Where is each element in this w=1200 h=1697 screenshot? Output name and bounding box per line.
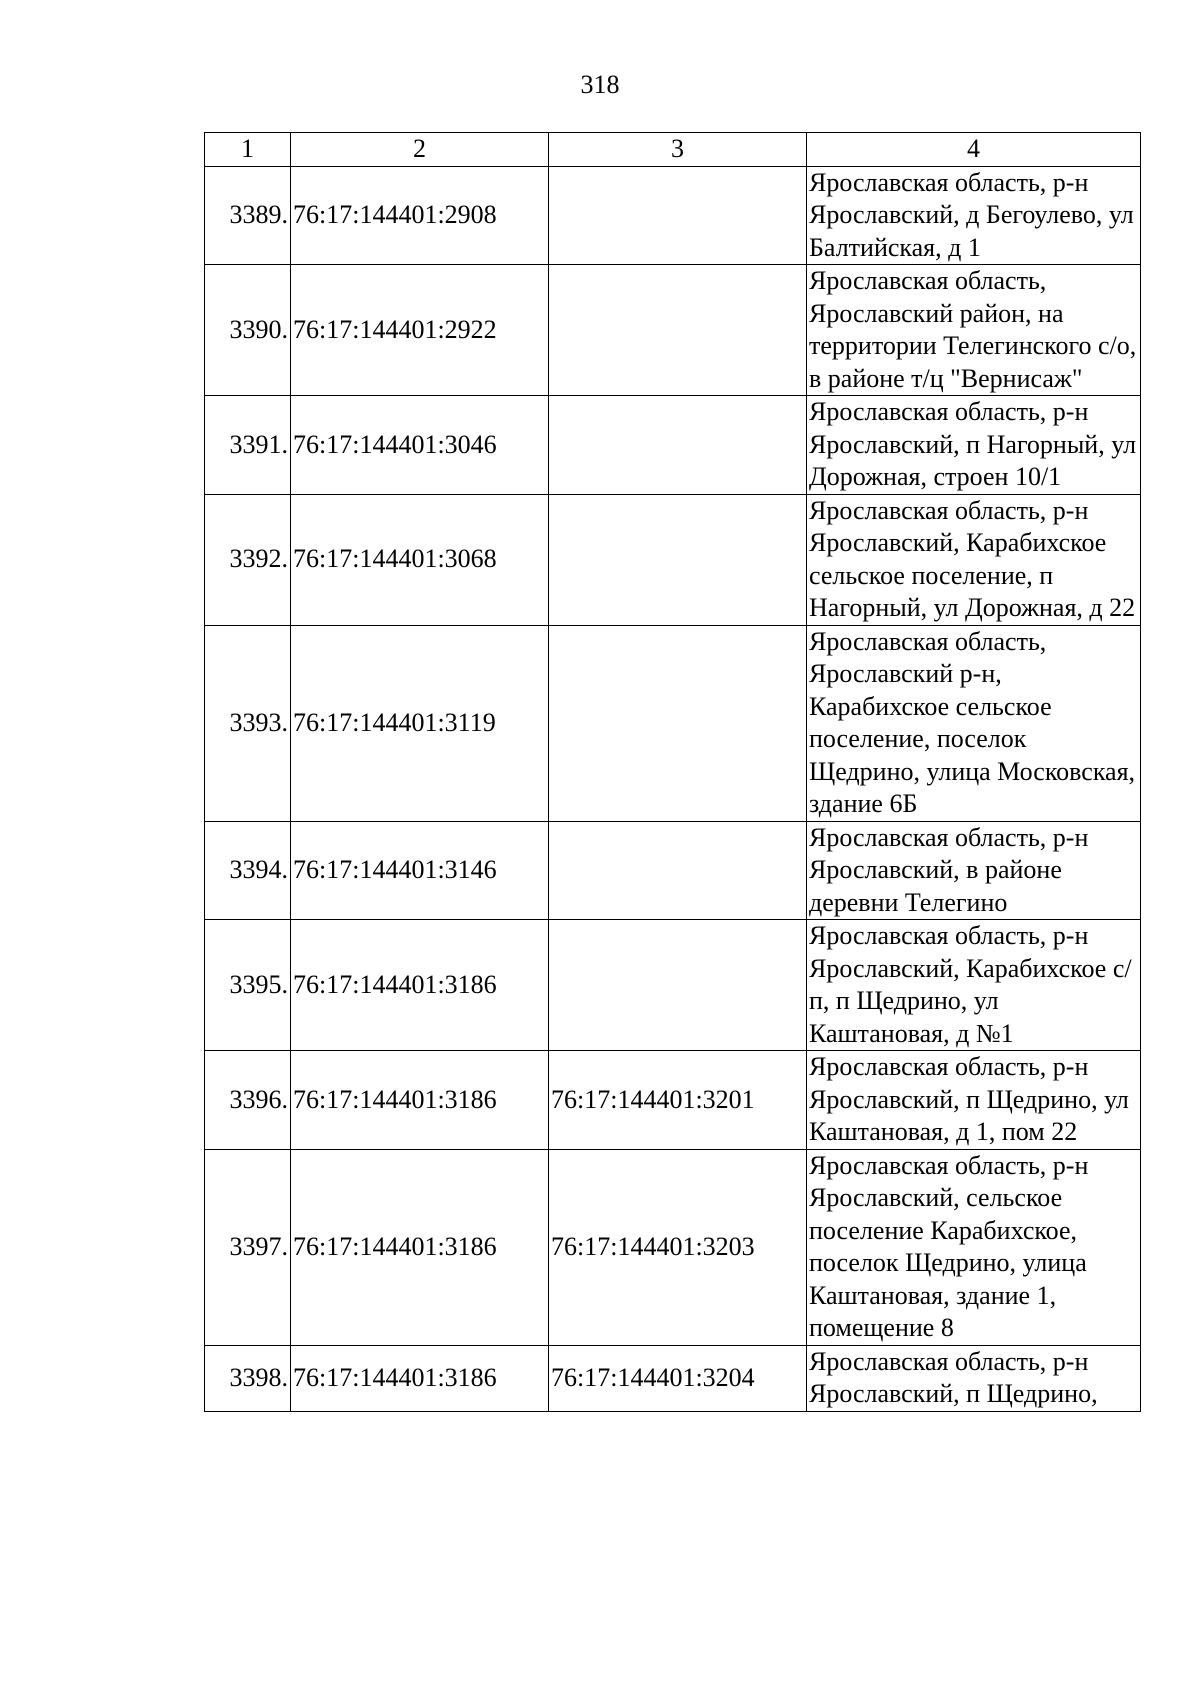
row-number: 3389. <box>205 166 291 265</box>
table-row <box>205 396 1141 495</box>
table-row <box>205 625 1141 821</box>
registry-table <box>204 132 1141 1412</box>
table-row <box>205 1051 1141 1150</box>
address: Ярославская область, р-н Ярославский, Карабихское сельское поселение, п Нагорный, ул Дорожная, д 22 <box>807 494 1141 625</box>
cadastral-number: 76:17:144401:3046 <box>291 396 549 495</box>
row-number: 3394. <box>205 821 291 920</box>
row-number: 3393. <box>205 625 291 821</box>
row-number: 3392. <box>205 494 291 625</box>
cadastral-number: 76:17:144401:2908 <box>291 166 549 265</box>
cadastral-number-2 <box>549 821 807 920</box>
cadastral-number-2 <box>549 265 807 396</box>
row-number: 3397. <box>205 1149 291 1345</box>
table-row <box>205 821 1141 920</box>
header-cell-2: 2 <box>291 133 549 167</box>
cadastral-number: 76:17:144401:3186 <box>291 1149 549 1345</box>
address: Ярославская область, р-н Ярославский, Карабихское с/п, п Щедрино, ул Каштановая, д №1 <box>807 920 1141 1051</box>
address: Ярославская область, р-н Ярославский, п Нагорный, ул Дорожная, строен 10/1 <box>807 396 1141 495</box>
address: Ярославская область, Ярославский р-н, Карабихское сельское поселение, поселок Щедрино, улица Московская, здание 6Б <box>807 625 1141 821</box>
cadastral-number-2 <box>549 920 807 1051</box>
cadastral-number: 76:17:144401:3186 <box>291 1345 549 1411</box>
table-row <box>205 166 1141 265</box>
cadastral-number-2 <box>549 166 807 265</box>
row-number: 3391. <box>205 396 291 495</box>
address: Ярославская область, Ярославский район, на территории Телегинского с/о, в районе т/ц "Вернисаж" <box>807 265 1141 396</box>
table-header-row <box>205 133 1141 167</box>
cadastral-number: 76:17:144401:3186 <box>291 1051 549 1150</box>
cadastral-number: 76:17:144401:3186 <box>291 920 549 1051</box>
header-cell-3: 3 <box>549 133 807 167</box>
table-row <box>205 1345 1141 1411</box>
cadastral-number-2: 76:17:144401:3201 <box>549 1051 807 1150</box>
table-row <box>205 1149 1141 1345</box>
address: Ярославская область, р-н Ярославский, сельское поселение Карабихское, поселок Щедрино, улица Каштановая, здание 1, помещение 8 <box>807 1149 1141 1345</box>
cadastral-number-2 <box>549 625 807 821</box>
row-number: 3395. <box>205 920 291 1051</box>
address: Ярославская область, р-н Ярославский, д Бегоулево, ул Балтийская, д 1 <box>807 166 1141 265</box>
header-cell-1: 1 <box>205 133 291 167</box>
table-row <box>205 920 1141 1051</box>
cadastral-number: 76:17:144401:3146 <box>291 821 549 920</box>
page-number: 318 <box>580 70 620 99</box>
cadastral-number-2: 76:17:144401:3203 <box>549 1149 807 1345</box>
cadastral-number: 76:17:144401:3119 <box>291 625 549 821</box>
header-cell-4: 4 <box>807 133 1141 167</box>
address: Ярославская область, р-н Ярославский, п Щедрино, <box>807 1345 1141 1411</box>
cadastral-number-2 <box>549 396 807 495</box>
table-row <box>205 494 1141 625</box>
row-number: 3390. <box>205 265 291 396</box>
cadastral-number: 76:17:144401:2922 <box>291 265 549 396</box>
cadastral-number-2 <box>549 494 807 625</box>
cadastral-number: 76:17:144401:3068 <box>291 494 549 625</box>
row-number: 3398. <box>205 1345 291 1411</box>
address: Ярославская область, р-н Ярославский, в районе деревни Телегино <box>807 821 1141 920</box>
row-number: 3396. <box>205 1051 291 1150</box>
address: Ярославская область, р-н Ярославский, п Щедрино, ул Каштановая, д 1, пом 22 <box>807 1051 1141 1150</box>
cadastral-number-2: 76:17:144401:3204 <box>549 1345 807 1411</box>
table-row <box>205 265 1141 396</box>
